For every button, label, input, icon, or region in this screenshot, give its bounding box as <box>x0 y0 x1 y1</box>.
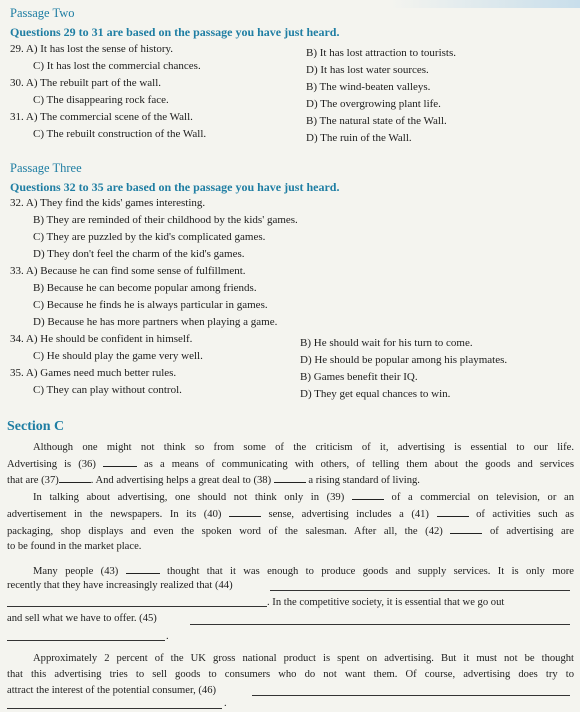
p1-text: that are (37) <box>7 475 59 486</box>
p3-line-1 <box>33 564 574 578</box>
q34-option-a: 34. A) He should be confident in himself. <box>10 333 193 345</box>
p1-text: as a means of communicating with others, of telling them about the goods and services <box>144 459 574 470</box>
q35-option-c: C) They can play without control. <box>33 384 182 396</box>
q29-option-b: B) It has lost attraction to tourists. <box>306 47 457 59</box>
blank-45-line-1[interactable] <box>190 624 570 625</box>
passage-three-title: Passage Three <box>10 161 82 175</box>
q33-option-c: C) Because he finds he is always particular in games. <box>33 299 268 311</box>
p1-text: . And advertising helps a great deal to (38) <box>90 475 272 486</box>
q30-option-d: D) The overgrowing plant life. <box>306 98 441 110</box>
q35-option-a: 35. A) Games need much better rules. <box>10 367 177 379</box>
page-corner-shade <box>390 0 580 8</box>
blank-46-line-1[interactable] <box>252 695 570 696</box>
p1-text: Advertising is (36) <box>7 459 96 470</box>
blank-38[interactable] <box>274 473 306 483</box>
passage-three-instruction: Questions 32 to 35 are based on the passage you have just heard. <box>10 180 340 194</box>
p2-text: advertisement in the newspapers. In its (40) <box>7 509 222 520</box>
blank-42[interactable] <box>450 524 482 534</box>
p4-line-2: that this advertising tries to sell goods to consumers who do not want them. Of course, advertising does try to <box>7 669 574 680</box>
q34-option-d: D) He should be popular among his playmates. <box>300 354 508 366</box>
p2-line-1 <box>33 490 574 504</box>
passage-two-title: Passage Two <box>10 6 75 20</box>
p3-line-4: and sell what we have to offer. (45) <box>7 613 157 624</box>
q31-option-b: B) The natural state of the Wall. <box>306 115 447 127</box>
p3-line-5: . <box>166 631 169 642</box>
blank-36[interactable] <box>103 457 137 467</box>
blank-46-line-2[interactable] <box>7 708 222 709</box>
p2-text: sense, advertising includes a (41) <box>268 509 429 520</box>
section-c-title: Section C <box>7 419 65 434</box>
p1-line-1: Although one might not think so from some of the criticism of it, advertising is essential to our life. <box>33 442 574 453</box>
p4-line-4: . <box>224 698 227 709</box>
q31-option-c: C) The rebuilt construction of the Wall. <box>33 128 207 140</box>
p4-line-3: attract the interest of the potential consumer, (46) <box>7 685 217 696</box>
p1-line-2 <box>7 457 574 471</box>
blank-43[interactable] <box>126 564 160 574</box>
p2-line-4: to be found in the market place. <box>7 541 142 552</box>
q35-option-d: D) They get equal chances to win. <box>300 388 451 400</box>
q30-option-b: B) The wind-beaten valleys. <box>306 81 431 93</box>
p2-line-3 <box>7 524 574 538</box>
blank-44-line-2[interactable] <box>7 606 267 607</box>
q34-option-c: C) He should play the game very well. <box>33 350 203 362</box>
q33-option-b: B) Because he can become popular among friends. <box>33 282 257 294</box>
p2-text: packaging, shop displays and even the spoken word of the salesman. After all, the (42) <box>7 526 443 537</box>
q32-option-a: 32. A) They find the kids' games interesting. <box>10 197 206 209</box>
p2-text: of a commercial on television, or an <box>391 492 574 503</box>
passage-two-instruction: Questions 29 to 31 are based on the passage you have just heard. <box>10 25 340 39</box>
p1-text: a rising standard of living. <box>308 475 420 486</box>
blank-40[interactable] <box>229 507 261 517</box>
q35-option-b: B) Games benefit their IQ. <box>300 371 418 383</box>
q32-option-c: C) They are puzzled by the kid's complicated games. <box>33 231 266 243</box>
p4-line-1: Approximately 2 percent of the UK gross national product is spent on advertising. But it must not be thought <box>33 653 574 664</box>
blank-45-line-2[interactable] <box>7 640 165 641</box>
blank-44-line-1[interactable] <box>270 590 570 591</box>
q29-option-c: C) It has lost the commercial chances. <box>33 60 201 72</box>
q29-option-a: 29. A) It has lost the sense of history. <box>10 43 174 55</box>
p3-text: Many people (43) <box>33 566 119 577</box>
blank-37[interactable] <box>59 473 91 483</box>
q32-option-b: B) They are reminded of their childhood by the kids' games. <box>33 214 298 226</box>
p3-text: thought that it was enough to produce goods and supply services. It is only more <box>167 566 574 577</box>
blank-39[interactable] <box>352 490 384 500</box>
q30-option-a: 30. A) The rebuilt part of the wall. <box>10 77 162 89</box>
p2-text: of advertising are <box>489 526 574 537</box>
q31-option-a: 31. A) The commercial scene of the Wall. <box>10 111 193 123</box>
p2-text: In talking about advertising, one should not think only in (39) <box>33 492 345 503</box>
q32-option-d: D) They don't feel the charm of the kid's games. <box>33 248 245 260</box>
blank-41[interactable] <box>437 507 469 517</box>
q33-option-a: 33. A) Because he can find some sense of fulfillment. <box>10 265 246 277</box>
q33-option-d: D) Because he has more partners when playing a game. <box>33 316 278 328</box>
p1-line-3 <box>7 473 574 487</box>
q34-option-b: B) He should wait for his turn to come. <box>300 337 473 349</box>
q31-option-d: D) The ruin of the Wall. <box>306 132 412 144</box>
p3-line-2: recently that they have increasingly realized that (44) <box>7 580 233 591</box>
q30-option-c: C) The disappearing rock face. <box>33 94 169 106</box>
p3-line-3: . In the competitive society, it is essential that we go out <box>267 597 505 608</box>
q29-option-d: D) It has lost water sources. <box>306 64 429 76</box>
p2-line-2 <box>7 507 574 521</box>
p2-text: of activities such as <box>476 509 574 520</box>
